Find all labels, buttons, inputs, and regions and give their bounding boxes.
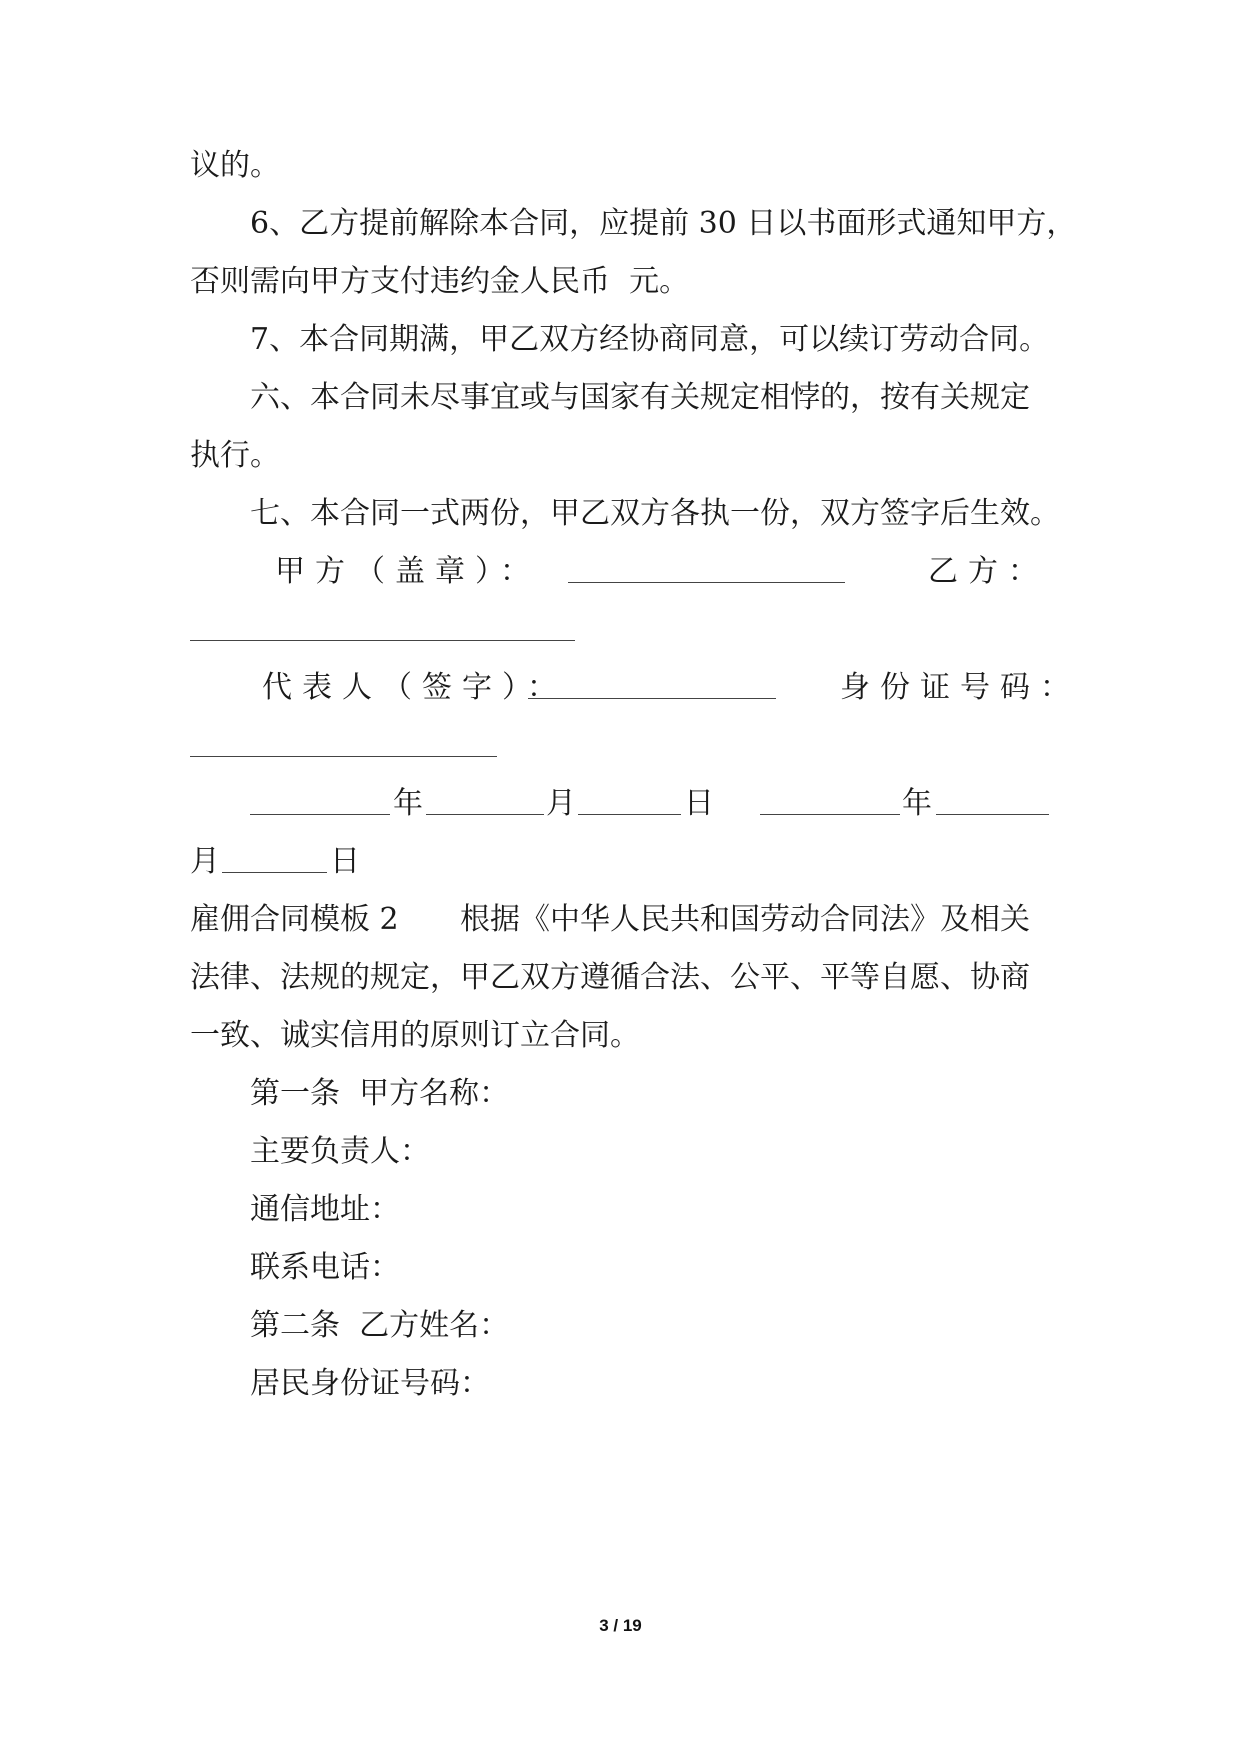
representative-blank[interactable] [528,698,776,699]
id-number-blank[interactable] [190,756,497,757]
clause-line: 通信地址： [250,1192,400,1227]
month-label-2: 月 [190,844,220,879]
representative-label: 代表人（签字）： [262,670,567,705]
text-line: 6、乙方提前解除本合同，应提前 30 日以书面形式通知甲方， [250,206,1077,241]
month-blank[interactable] [426,814,544,815]
clause-line: 联系电话： [250,1250,400,1285]
day-label: 日 [684,786,714,821]
month-blank-2[interactable] [936,814,1049,815]
party-b-label: 乙方： [928,554,1048,589]
year-blank[interactable] [250,814,390,815]
year-label: 年 [393,786,423,821]
template2-title: 雇佣合同模板 2 [190,902,399,937]
day-label-2: 日 [330,844,360,879]
text-line: 执行。 [190,438,280,473]
text-line: 否则需向甲方支付违约金人民币 元。 [190,264,690,299]
text-line: 根据《中华人民共和国劳动合同法》及相关 [460,902,1030,937]
id-number-label: 身份证号码： [840,670,1080,705]
text-line: 六、本合同未尽事宜或与国家有关规定相悖的，按有关规定 [250,380,1030,415]
year-blank-2[interactable] [760,814,900,815]
party-b-blank[interactable] [190,640,575,641]
text-line: 法律、法规的规定，甲乙双方遵循合法、公平、平等自愿、协商 [190,960,1030,995]
month-label: 月 [546,786,576,821]
year-label-2: 年 [902,786,932,821]
party-a-label: 甲方（盖章）： [275,554,540,589]
day-blank[interactable] [578,814,681,815]
text-line: 一致、诚实信用的原则订立合同。 [190,1018,640,1053]
clause-line: 主要负责人： [250,1134,430,1169]
page-number: 3 / 19 [599,1616,642,1635]
clause-line: 第一条 甲方名称： [250,1076,510,1111]
clause-line: 居民身份证号码： [250,1366,490,1401]
text-line: 7、本合同期满，甲乙双方经协商同意，可以续订劳动合同。 [250,322,1050,357]
party-a-blank[interactable] [568,582,845,583]
text-line: 七、本合同一式两份，甲乙双方各执一份，双方签字后生效。 [250,496,1060,531]
text-line: 议的。 [190,148,280,183]
clause-line: 第二条 乙方姓名： [250,1308,510,1343]
day-blank-2[interactable] [222,872,327,873]
